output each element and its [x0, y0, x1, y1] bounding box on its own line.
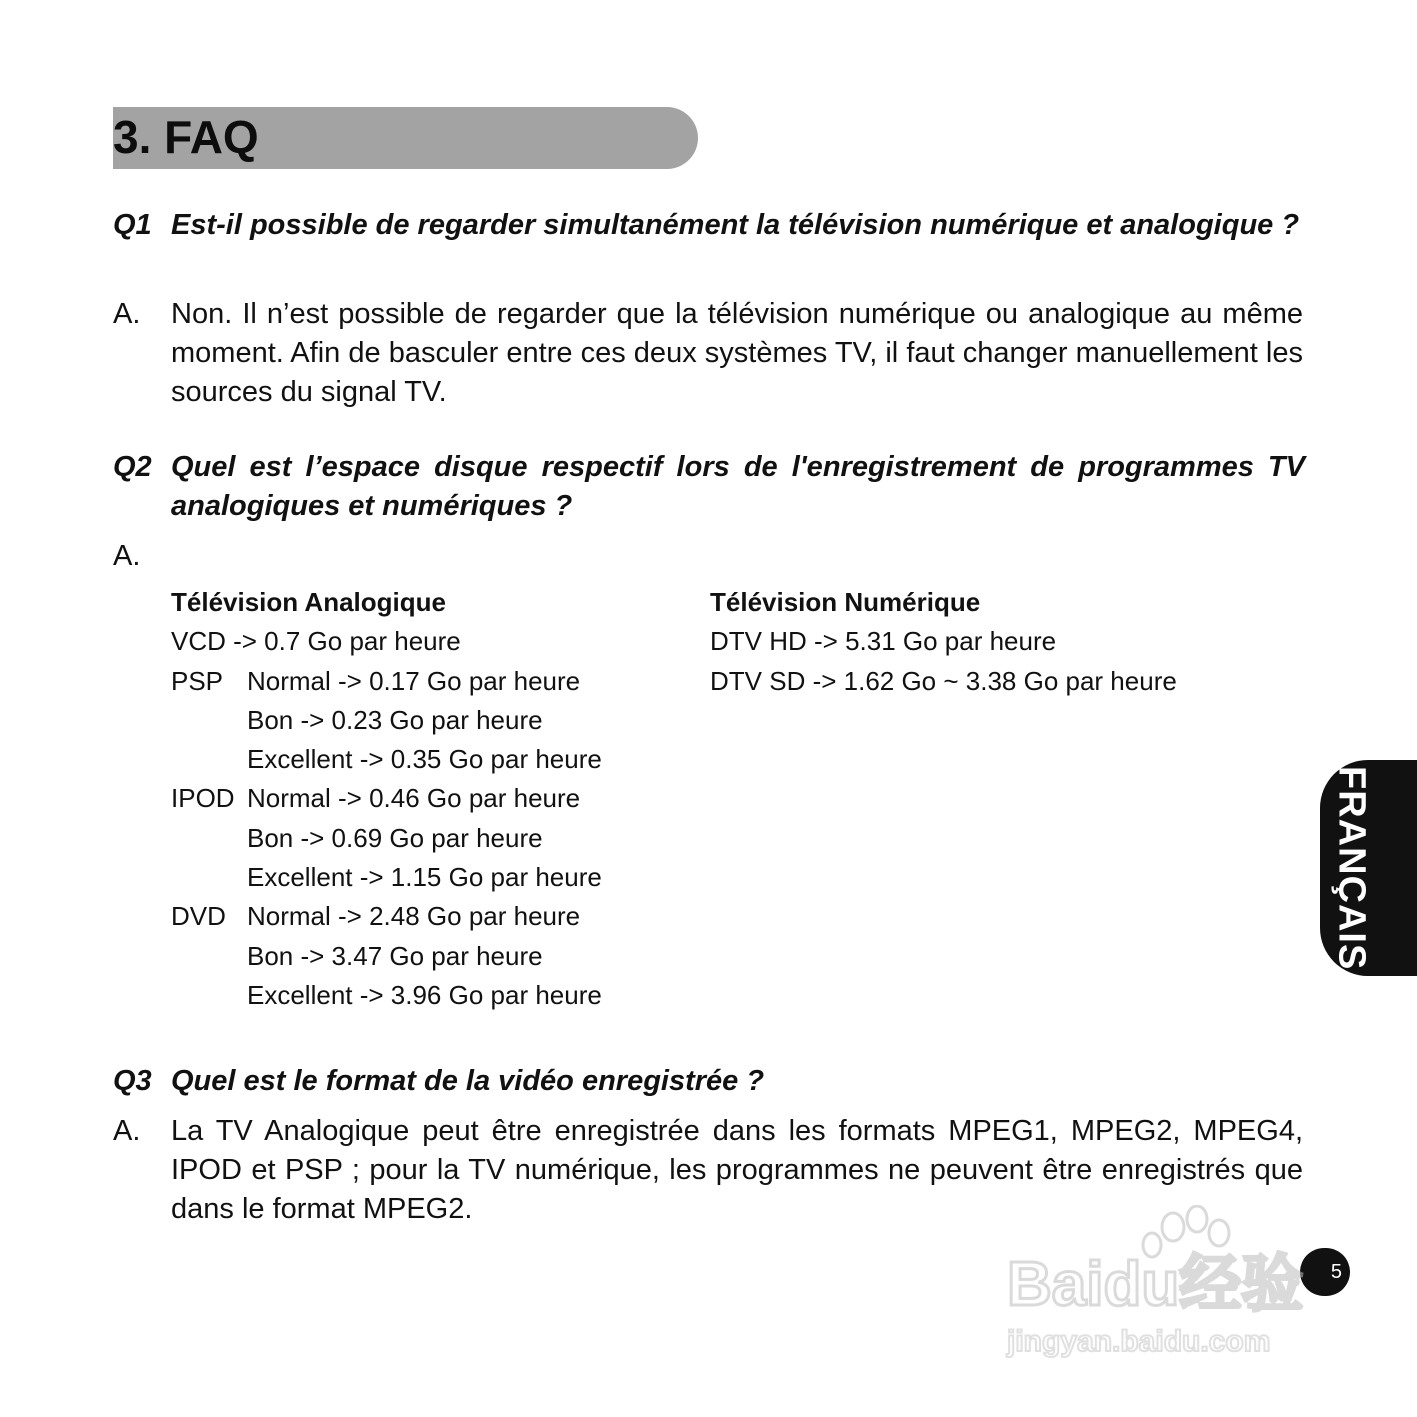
format-label [171, 701, 247, 740]
item-text: VCD -> 0.7 Go par heure [171, 626, 461, 657]
list-item [710, 622, 1177, 661]
item-text: Normal -> 2.48 Go par heure [247, 901, 581, 932]
item-text: Excellent -> 3.96 Go par heure [247, 979, 602, 1010]
item-text: Bon -> 3.47 Go par heure [247, 940, 543, 971]
question-text: Quel est l’espace disque respectif lors de l'enregistrement de programmes TV analogiques et numériques ? [171, 451, 1305, 522]
format-label [171, 976, 247, 1015]
question-text: Est-il possible de regarder simultanément la télévision numérique et analogique ? [171, 209, 1300, 241]
list-item [171, 701, 602, 740]
item-text: Bon -> 0.23 Go par heure [247, 704, 543, 735]
faq-question-1 [113, 206, 1305, 245]
question-text: Quel est le format de la vidéo enregistrée ? [171, 1065, 765, 1097]
list-item [171, 819, 602, 858]
list-item [710, 662, 1177, 701]
item-text: Normal -> 0.46 Go par heure [247, 783, 581, 814]
item-text: Normal -> 0.17 Go par heure [247, 665, 581, 696]
analog-tv-list [171, 583, 602, 1015]
list-item [171, 937, 602, 976]
list-item [171, 622, 602, 661]
list-item [171, 662, 602, 701]
list-item [171, 779, 602, 818]
answer-label: A. [113, 1115, 141, 1147]
watermark-url: jingyan.baidu.com [1007, 1325, 1271, 1358]
question-label: Q1 [113, 209, 152, 241]
answer-text: La TV Analogique peut être enregistrée dans les formats MPEG1, MPEG2, MPEG4, IPOD et PSP ; pour la TV numérique, les programmes ne peuvent être enregistrés que dans le format MPEG2. [171, 1115, 1303, 1225]
item-text: Excellent -> 1.15 Go par heure [247, 862, 602, 893]
item-text: Excellent -> 0.35 Go par heure [247, 744, 602, 775]
faq-answer-1 [113, 295, 1303, 412]
item-text: Bon -> 0.69 Go par heure [247, 822, 543, 853]
page-number: 5 [1300, 1248, 1350, 1296]
faq-question-3 [113, 1062, 1305, 1101]
format-label: IPOD [171, 783, 235, 814]
format-label [171, 740, 247, 779]
language-tab-label: FRANÇAIS [1330, 765, 1373, 971]
list-item [171, 858, 602, 897]
format-label [171, 819, 247, 858]
list-item [171, 897, 602, 936]
list-item [171, 740, 602, 779]
answer-label: A. [113, 540, 141, 572]
list-item [171, 976, 602, 1015]
item-text: DTV HD -> 5.31 Go par heure [710, 626, 1057, 657]
faq-answer-2 [113, 537, 1303, 576]
watermark-brand: Baidu经验 [1007, 1250, 1304, 1319]
format-label: DVD [171, 901, 226, 932]
format-label [171, 858, 247, 897]
digital-tv-list [710, 583, 1177, 701]
format-label: PSP [171, 665, 224, 696]
question-label: Q3 [113, 1065, 152, 1097]
page-title: 3. FAQ [113, 111, 259, 163]
answer-label: A. [113, 298, 141, 330]
faq-question-2 [113, 448, 1305, 526]
answer-text: Non. Il n’est possible de regarder que la télévision numérique ou analogique au même moment. Afin de basculer entre ces deux systèmes TV, il faut changer manuellement les sources du signal TV. [171, 298, 1303, 408]
question-label: Q2 [113, 451, 152, 483]
analog-heading: Télévision Analogique [171, 587, 446, 617]
digital-heading: Télévision Numérique [710, 587, 981, 617]
baidu-watermark-logo [1005, 1205, 1335, 1365]
item-text: DTV SD -> 1.62 Go ~ 3.38 Go par heure [710, 665, 1177, 696]
format-label [171, 937, 247, 976]
